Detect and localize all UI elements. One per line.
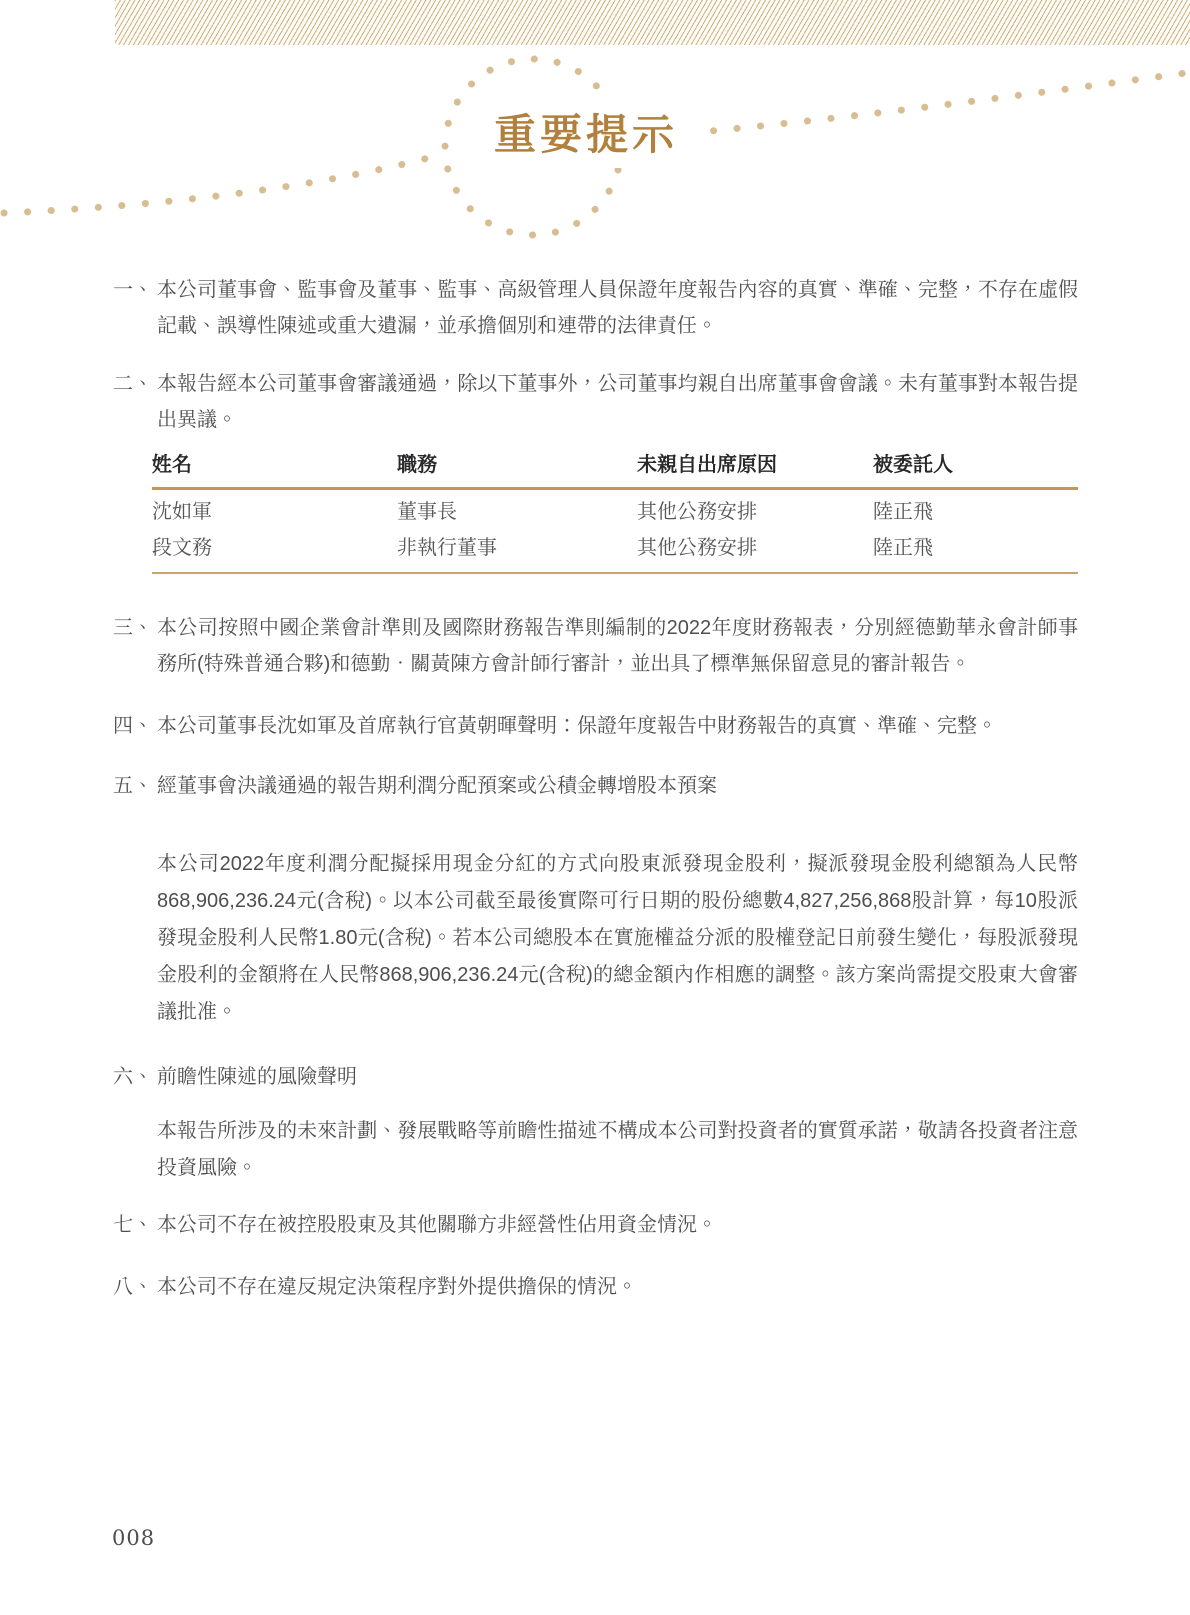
table-bottom-rule (152, 572, 1078, 574)
cell-proxy: 陸正飛 (873, 537, 933, 559)
table-row (152, 530, 1078, 566)
table-body (152, 490, 1078, 572)
table-header-name: 姓名 (152, 454, 192, 476)
table-header-absence-reason: 未親自出席原因 (637, 454, 777, 476)
notice-number: 七、 (113, 1214, 153, 1236)
notice-number: 四、 (113, 715, 153, 737)
notice-item-2 (113, 366, 1078, 438)
notice-heading: 經董事會決議通過的報告期利潤分配預案或公積金轉增股本預案 (157, 775, 717, 797)
title-decoration (0, 0, 1190, 270)
notice-item-6 (113, 1059, 1078, 1187)
notice-number: 五、 (113, 775, 153, 797)
absent-directors-table (152, 452, 1078, 574)
notice-item-3 (113, 610, 1078, 682)
table-header-proxy: 被委託人 (873, 454, 953, 476)
notice-text (157, 1059, 1078, 1187)
notice-text (157, 768, 1078, 1031)
notice-number: 八、 (113, 1276, 153, 1298)
notice-text: 本報告經本公司董事會審議通過，除以下董事外，公司董事均親自出席董事會會議。未有董事對本報告提出異議。 (157, 373, 1078, 431)
notice-number: 一、 (113, 279, 153, 301)
notice-number: 六、 (113, 1066, 153, 1088)
notice-number: 三、 (113, 617, 153, 639)
notice-number: 二、 (113, 373, 153, 395)
notice-item-4 (113, 708, 1078, 744)
cell-position: 非執行董事 (397, 537, 497, 559)
notice-item-1 (113, 272, 1078, 344)
cell-name: 段文務 (152, 537, 212, 559)
notice-body: 本報告所涉及的未來計劃、發展戰略等前瞻性描述不構成本公司對投資者的實質承諾，敬請各投資者注意投資風險。 (157, 1120, 1078, 1179)
notice-text: 本公司不存在違反規定決策程序對外提供擔保的情況。 (157, 1276, 637, 1298)
page-title: 重要提示 (478, 96, 694, 168)
notice-item-8 (113, 1269, 1078, 1305)
notice-item-5 (113, 768, 1078, 1031)
dotted-trail-right (690, 73, 1186, 133)
page-number: 008 (112, 1526, 156, 1550)
cell-name: 沈如軍 (152, 501, 212, 523)
dotted-trail-left (4, 154, 443, 213)
table-header-row (152, 452, 1078, 487)
notice-text: 本公司按照中國企業會計準則及國際財務報告準則編制的2022年度財務報表，分別經德勤華永會計師事務所(特殊普通合夥)和德勤‧關黃陳方會計師行審計，並出具了標準無保留意見的審計報告。 (157, 617, 1078, 675)
notice-text: 本公司董事會、監事會及董事、監事、高級管理人員保證年度報告內容的真實、準確、完整，不存在虛假記載、誤導性陳述或重大遺漏，並承擔個別和連帶的法律責任。 (157, 279, 1078, 337)
cell-proxy: 陸正飛 (873, 501, 933, 523)
table-header-position: 職務 (397, 454, 437, 476)
notice-heading: 前瞻性陳述的風險聲明 (157, 1066, 357, 1088)
cell-absence-reason: 其他公務安排 (637, 501, 757, 523)
notice-list (113, 272, 1078, 1305)
cell-position: 董事長 (397, 501, 457, 523)
notice-item-7 (113, 1207, 1078, 1243)
notice-text: 本公司不存在被控股股東及其他關聯方非經營性佔用資金情況。 (157, 1214, 717, 1236)
notice-text: 本公司董事長沈如軍及首席執行官黃朝暉聲明：保證年度報告中財務報告的真實、準確、完整。 (157, 715, 997, 737)
table-row (152, 494, 1078, 530)
cell-absence-reason: 其他公務安排 (637, 537, 757, 559)
notice-body: 本公司2022年度利潤分配擬採用現金分紅的方式向股東派發現金股利，擬派發現金股利總額為人民幣868,906,236.24元(含稅)。以本公司截至最後實際可行日期的股份總數4,827,256,868股計算，每10股派發現金股利人民幣1.80元(含稅)。若本公司總股本在實施權益分派的股權登記日前發生變化，每股派發現金股利的金額將在人民幣868,906,236.24元(含稅)的總金額內作相應的調整。該方案尚需提交股東大會審議批准。 (157, 853, 1078, 1023)
